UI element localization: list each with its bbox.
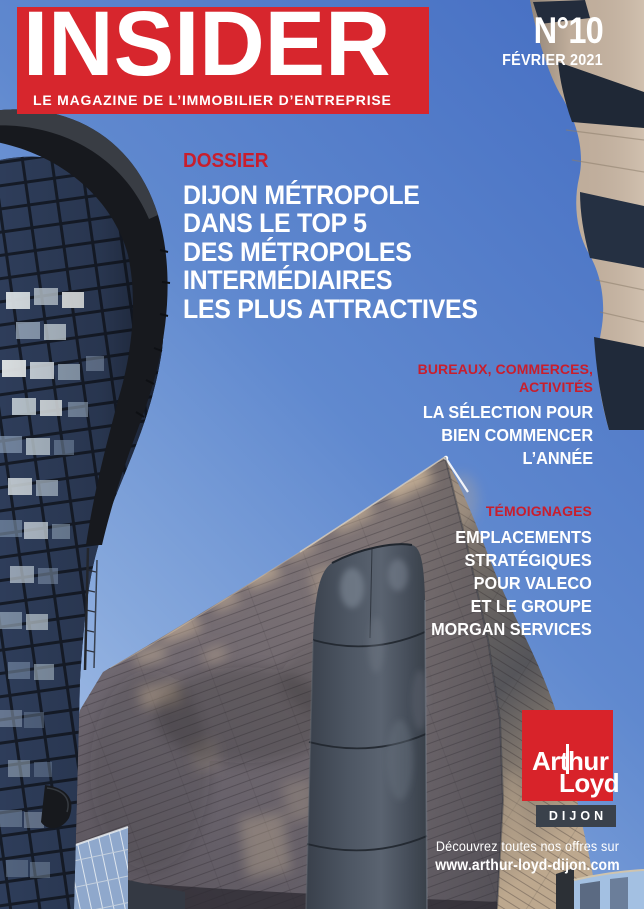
- dossier-line: DANS LE TOP 5: [183, 208, 367, 239]
- dossier-line: DIJON MÉTROPOLE: [183, 180, 420, 210]
- temoignages-kicker-line: TÉMOIGNAGES: [485, 503, 592, 519]
- temoignages-block: [419, 503, 592, 642]
- issue-block: [491, 12, 603, 70]
- cylinder-column: [306, 544, 428, 909]
- selection-headline: [423, 401, 593, 471]
- magazine-subtitle: LE MAGAZINE DE L’IMMOBILIER D’ENTREPRISE: [33, 92, 392, 108]
- logo-city-bar: [536, 805, 616, 827]
- dossier-line: LES PLUS ATTRACTIVES: [183, 293, 478, 324]
- selection-line: L’ANNÉE: [522, 448, 593, 469]
- logo-city: DIJON: [548, 809, 608, 823]
- footer-tagline: Découvrez toutes nos offres sur: [435, 838, 620, 854]
- temoignages-headline: [431, 526, 592, 642]
- footer-website: www.arthur-loyd-dijon.com: [435, 857, 620, 874]
- selection-line: LA SÉLECTION POUR: [422, 402, 593, 422]
- masthead-banner: [17, 0, 429, 114]
- logo-brand-top: Arthur: [532, 746, 609, 776]
- footer-block: [435, 838, 620, 875]
- arthur-loyd-logo: [522, 710, 620, 801]
- selection-kicker-line: BUREAUX, COMMERCES,: [417, 361, 593, 377]
- selection-kicker-line: ACTIVITÉS: [518, 378, 593, 395]
- temoignages-line: EMPLACEMENTS: [455, 526, 592, 547]
- selection-kicker: [410, 361, 593, 396]
- selection-block: [410, 361, 593, 471]
- dossier-block: [183, 150, 497, 323]
- temoignages-line: POUR VALECO: [473, 572, 592, 593]
- issue-number: N°10: [533, 10, 603, 51]
- temoignages-line: MORGAN SERVICES: [431, 619, 592, 640]
- dossier-kicker: DOSSIER: [183, 150, 269, 172]
- logo-brand-bottom: Loyd: [559, 768, 620, 798]
- dossier-line: DES MÉTROPOLES: [183, 236, 412, 267]
- temoignages-line: ET LE GROUPE: [470, 596, 592, 617]
- dossier-line: INTERMÉDIAIRES: [183, 265, 393, 296]
- issue-date: FÉVRIER 2021: [502, 52, 603, 69]
- temoignages-kicker: [419, 503, 592, 521]
- temoignages-line: STRATÉGIQUES: [464, 549, 592, 570]
- selection-line: BIEN COMMENCER: [441, 425, 593, 446]
- magazine-title: INSIDER: [23, 0, 391, 95]
- dossier-headline: [183, 181, 478, 323]
